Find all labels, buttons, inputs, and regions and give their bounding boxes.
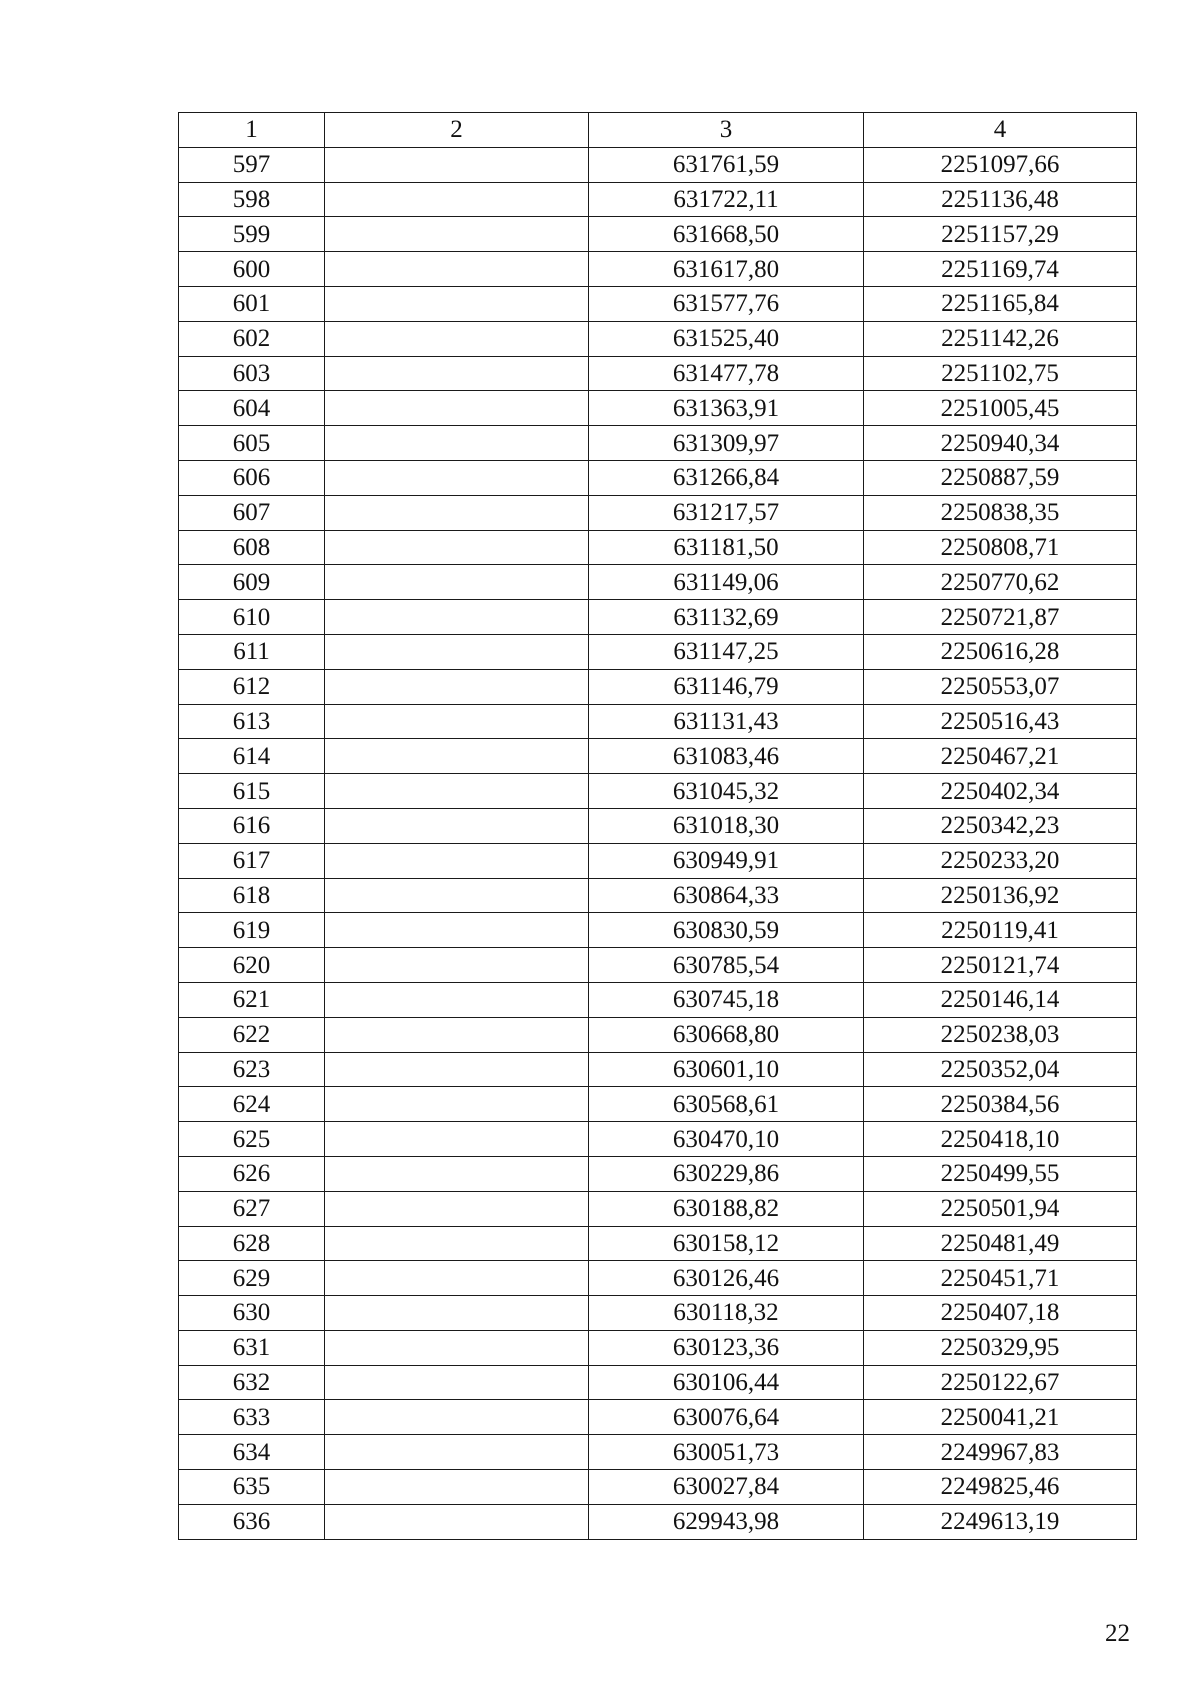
table-row [179,495,1137,530]
y-coordinate-cell: 2250770,62 [864,565,1137,600]
empty-cell [325,808,589,843]
empty-cell [325,217,589,252]
table-row [179,913,1137,948]
empty-cell [325,1435,589,1470]
table-row [179,669,1137,704]
empty-cell [325,182,589,217]
y-coordinate-cell: 2250407,18 [864,1296,1137,1331]
point-number-cell: 622 [179,1017,325,1052]
x-coordinate-cell: 631146,79 [589,669,864,704]
point-number-cell: 601 [179,286,325,321]
y-coordinate-cell: 2250119,41 [864,913,1137,948]
point-number-cell: 605 [179,426,325,461]
table-row [179,1261,1137,1296]
point-number-cell: 603 [179,356,325,391]
table-row [179,808,1137,843]
x-coordinate-cell: 631525,40 [589,321,864,356]
y-coordinate-cell: 2250721,87 [864,600,1137,635]
x-coordinate-cell: 631477,78 [589,356,864,391]
x-coordinate-cell: 631132,69 [589,600,864,635]
table-row [179,426,1137,461]
x-coordinate-cell: 631083,46 [589,739,864,774]
point-number-cell: 636 [179,1504,325,1539]
point-number-cell: 613 [179,704,325,739]
table-row [179,739,1137,774]
empty-cell [325,391,589,426]
y-coordinate-cell: 2250808,71 [864,530,1137,565]
empty-cell [325,948,589,983]
point-number-cell: 600 [179,252,325,287]
point-number-cell: 614 [179,739,325,774]
point-number-cell: 624 [179,1087,325,1122]
x-coordinate-cell: 630601,10 [589,1052,864,1087]
y-coordinate-cell: 2250940,34 [864,426,1137,461]
y-coordinate-cell: 2250342,23 [864,808,1137,843]
x-coordinate-cell: 631149,06 [589,565,864,600]
y-coordinate-cell: 2250238,03 [864,1017,1137,1052]
y-coordinate-cell: 2250418,10 [864,1122,1137,1157]
x-coordinate-cell: 631363,91 [589,391,864,426]
empty-cell [325,1330,589,1365]
y-coordinate-cell: 2251169,74 [864,252,1137,287]
x-coordinate-cell: 630229,86 [589,1156,864,1191]
y-coordinate-cell: 2251097,66 [864,147,1137,182]
x-coordinate-cell: 630188,82 [589,1191,864,1226]
x-coordinate-cell: 631018,30 [589,808,864,843]
point-number-cell: 612 [179,669,325,704]
empty-cell [325,252,589,287]
empty-cell [325,600,589,635]
x-coordinate-cell: 631181,50 [589,530,864,565]
y-coordinate-cell: 2251102,75 [864,356,1137,391]
empty-cell [325,704,589,739]
coordinates-table [178,112,1137,1540]
x-coordinate-cell: 630118,32 [589,1296,864,1331]
table-row [179,704,1137,739]
empty-cell [325,1087,589,1122]
x-coordinate-cell: 630830,59 [589,913,864,948]
empty-cell [325,147,589,182]
point-number-cell: 634 [179,1435,325,1470]
table-row [179,1400,1137,1435]
y-coordinate-cell: 2250041,21 [864,1400,1137,1435]
point-number-cell: 599 [179,217,325,252]
x-coordinate-cell: 630568,61 [589,1087,864,1122]
empty-cell [325,669,589,704]
x-coordinate-cell: 630027,84 [589,1470,864,1505]
table-row [179,1226,1137,1261]
point-number-cell: 633 [179,1400,325,1435]
table-row [179,252,1137,287]
point-number-cell: 597 [179,147,325,182]
table-row [179,1504,1137,1539]
point-number-cell: 618 [179,878,325,913]
empty-cell [325,565,589,600]
table-row [179,321,1137,356]
y-coordinate-cell: 2250384,56 [864,1087,1137,1122]
point-number-cell: 604 [179,391,325,426]
y-coordinate-cell: 2250501,94 [864,1191,1137,1226]
point-number-cell: 627 [179,1191,325,1226]
x-coordinate-cell: 630470,10 [589,1122,864,1157]
table-row [179,1156,1137,1191]
table-row [179,460,1137,495]
point-number-cell: 631 [179,1330,325,1365]
x-coordinate-cell: 631309,97 [589,426,864,461]
table-row [179,217,1137,252]
x-coordinate-cell: 630076,64 [589,1400,864,1435]
x-coordinate-cell: 630123,36 [589,1330,864,1365]
y-coordinate-cell: 2250838,35 [864,495,1137,530]
empty-cell [325,321,589,356]
point-number-cell: 609 [179,565,325,600]
x-coordinate-cell: 630949,91 [589,843,864,878]
empty-cell [325,1052,589,1087]
x-coordinate-cell: 631617,80 [589,252,864,287]
table-row [179,1330,1137,1365]
y-coordinate-cell: 2250616,28 [864,634,1137,669]
x-coordinate-cell: 631266,84 [589,460,864,495]
point-number-cell: 610 [179,600,325,635]
x-coordinate-cell: 631577,76 [589,286,864,321]
empty-cell [325,982,589,1017]
empty-cell [325,495,589,530]
point-number-cell: 616 [179,808,325,843]
empty-cell [325,1365,589,1400]
table-row [179,1087,1137,1122]
column-header-1: 1 [179,113,325,148]
table-row [179,356,1137,391]
x-coordinate-cell: 631668,50 [589,217,864,252]
empty-cell [325,878,589,913]
x-coordinate-cell: 631761,59 [589,147,864,182]
point-number-cell: 625 [179,1122,325,1157]
y-coordinate-cell: 2249967,83 [864,1435,1137,1470]
empty-cell [325,634,589,669]
table-row [179,878,1137,913]
x-coordinate-cell: 631131,43 [589,704,864,739]
point-number-cell: 620 [179,948,325,983]
y-coordinate-cell: 2250467,21 [864,739,1137,774]
empty-cell [325,1400,589,1435]
x-coordinate-cell: 631045,32 [589,774,864,809]
y-coordinate-cell: 2250352,04 [864,1052,1137,1087]
point-number-cell: 629 [179,1261,325,1296]
y-coordinate-cell: 2250553,07 [864,669,1137,704]
table-row [179,1191,1137,1226]
point-number-cell: 619 [179,913,325,948]
table-row [179,1296,1137,1331]
y-coordinate-cell: 2250329,95 [864,1330,1137,1365]
table-body [179,147,1137,1539]
empty-cell [325,1504,589,1539]
x-coordinate-cell: 630668,80 [589,1017,864,1052]
table-row [179,774,1137,809]
empty-cell [325,426,589,461]
column-header-4: 4 [864,113,1137,148]
y-coordinate-cell: 2250122,67 [864,1365,1137,1400]
table-row [179,1365,1137,1400]
empty-cell [325,1226,589,1261]
empty-cell [325,1261,589,1296]
table-header-row [179,113,1137,148]
table-row [179,182,1137,217]
y-coordinate-cell: 2250402,34 [864,774,1137,809]
table-row [179,147,1137,182]
y-coordinate-cell: 2250887,59 [864,460,1137,495]
empty-cell [325,774,589,809]
table-row [179,843,1137,878]
y-coordinate-cell: 2251142,26 [864,321,1137,356]
empty-cell [325,356,589,391]
x-coordinate-cell: 630126,46 [589,1261,864,1296]
x-coordinate-cell: 630158,12 [589,1226,864,1261]
y-coordinate-cell: 2251165,84 [864,286,1137,321]
point-number-cell: 615 [179,774,325,809]
point-number-cell: 606 [179,460,325,495]
y-coordinate-cell: 2251005,45 [864,391,1137,426]
x-coordinate-cell: 629943,98 [589,1504,864,1539]
empty-cell [325,1156,589,1191]
empty-cell [325,1470,589,1505]
empty-cell [325,1122,589,1157]
y-coordinate-cell: 2250121,74 [864,948,1137,983]
table-row [179,948,1137,983]
page-number: 22 [1105,1620,1130,1647]
empty-cell [325,1017,589,1052]
y-coordinate-cell: 2249613,19 [864,1504,1137,1539]
x-coordinate-cell: 630785,54 [589,948,864,983]
point-number-cell: 623 [179,1052,325,1087]
point-number-cell: 621 [179,982,325,1017]
y-coordinate-cell: 2250136,92 [864,878,1137,913]
table-row [179,634,1137,669]
table-row [179,982,1137,1017]
point-number-cell: 611 [179,634,325,669]
column-header-3: 3 [589,113,864,148]
point-number-cell: 617 [179,843,325,878]
x-coordinate-cell: 631147,25 [589,634,864,669]
x-coordinate-cell: 630106,44 [589,1365,864,1400]
point-number-cell: 602 [179,321,325,356]
y-coordinate-cell: 2249825,46 [864,1470,1137,1505]
table-row [179,1470,1137,1505]
x-coordinate-cell: 630051,73 [589,1435,864,1470]
table-row [179,530,1137,565]
y-coordinate-cell: 2250481,49 [864,1226,1137,1261]
y-coordinate-cell: 2251136,48 [864,182,1137,217]
point-number-cell: 626 [179,1156,325,1191]
point-number-cell: 628 [179,1226,325,1261]
table-row [179,1017,1137,1052]
table-row [179,1122,1137,1157]
column-header-2: 2 [325,113,589,148]
empty-cell [325,286,589,321]
empty-cell [325,913,589,948]
y-coordinate-cell: 2250146,14 [864,982,1137,1017]
point-number-cell: 630 [179,1296,325,1331]
y-coordinate-cell: 2250233,20 [864,843,1137,878]
table-row [179,1052,1137,1087]
empty-cell [325,1191,589,1226]
empty-cell [325,843,589,878]
x-coordinate-cell: 630745,18 [589,982,864,1017]
table-row [179,1435,1137,1470]
empty-cell [325,460,589,495]
y-coordinate-cell: 2250516,43 [864,704,1137,739]
table-row [179,286,1137,321]
empty-cell [325,1296,589,1331]
empty-cell [325,739,589,774]
point-number-cell: 635 [179,1470,325,1505]
y-coordinate-cell: 2250499,55 [864,1156,1137,1191]
empty-cell [325,530,589,565]
point-number-cell: 608 [179,530,325,565]
table-row [179,565,1137,600]
x-coordinate-cell: 630864,33 [589,878,864,913]
table-row [179,600,1137,635]
y-coordinate-cell: 2251157,29 [864,217,1137,252]
point-number-cell: 632 [179,1365,325,1400]
x-coordinate-cell: 631217,57 [589,495,864,530]
table-row [179,391,1137,426]
point-number-cell: 607 [179,495,325,530]
y-coordinate-cell: 2250451,71 [864,1261,1137,1296]
x-coordinate-cell: 631722,11 [589,182,864,217]
point-number-cell: 598 [179,182,325,217]
